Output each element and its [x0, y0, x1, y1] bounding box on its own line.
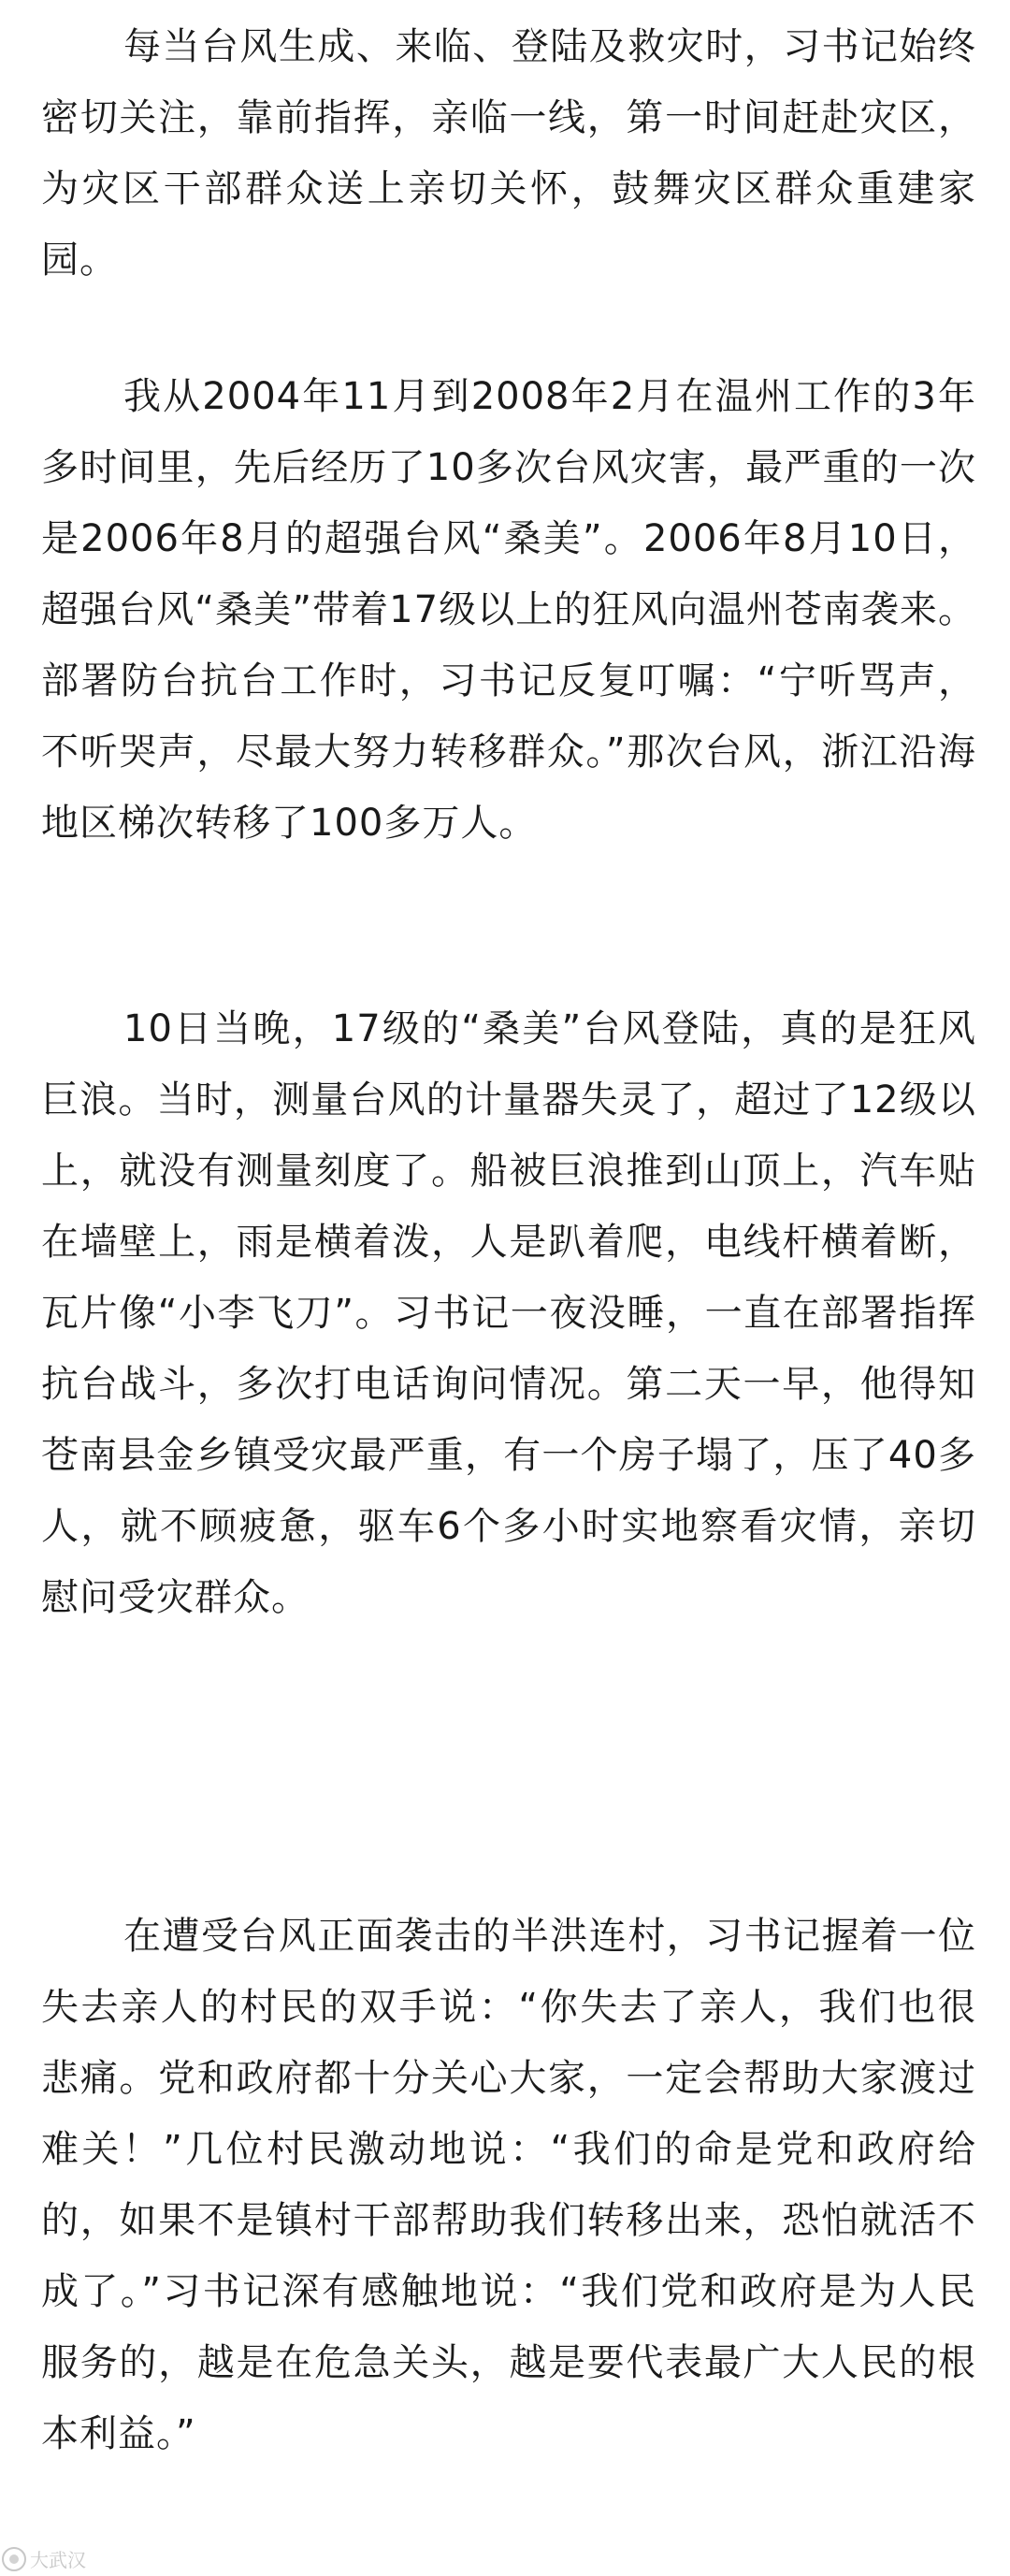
paragraph-1: 每当台风生成、来临、登陆及救灾时，习书记始终密切关注，靠前指挥，亲临一线，第一时间赶赴灾区，为灾区干部群众送上亲切关怀，鼓舞灾区群众重建家园。 — [41, 25, 976, 282]
logo-mark-icon — [2, 2547, 26, 2571]
paragraph-4: 在遭受台风正面袭击的半洪连村，习书记握着一位失去亲人的村民的双手说：“你失去了亲人，我们也很悲痛。党和政府都十分关心大家，一定会帮助大家渡过难关！”几位村民激动地说：“我们的命是党和政府给的，如果不是镇村干部帮助我们转移出来，恐怕就活不成了。”习书记深有感触地说：“我们党和政府是为人民服务的，越是在危急关头，越是要代表最广大人民的根本利益。” — [41, 1915, 976, 2455]
paragraph-2: 我从2004年11月到2008年2月在温州工作的3年多时间里，先后经历了10多次台风灾害，最严重的一次是2006年8月的超强台风“桑美”。2006年8月10日，超强台风“桑美”带着17级以上的狂风向温州苍南袭来。部署防台抗台工作时，习书记反复叮嘱：“宁听骂声，不听哭声，尽最大努力转移群众。”那次台风，浙江沿海地区梯次转移了100多万人。 — [41, 375, 976, 845]
watermark — [2, 2545, 86, 2572]
watermark-text: 大武汉 — [30, 2549, 86, 2571]
paragraph-3: 10日当晚，17级的“桑美”台风登陆，真的是狂风巨浪。当时，测量台风的计量器失灵了，超过了12级以上，就没有测量刻度了。船被巨浪推到山顶上，汽车贴在墙壁上，雨是横着泼，人是趴着爬，电线杆横着断，瓦片像“小李飞刀”。习书记一夜没睡，一直在部署指挥抗台战斗，多次打电话询问情况。第二天一早，他得知苍南县金乡镇受灾最严重，有一个房子塌了，压了40多人，就不顾疲惫，驱车6个多小时实地察看灾情，亲切慰问受灾群众。 — [41, 1007, 976, 1619]
